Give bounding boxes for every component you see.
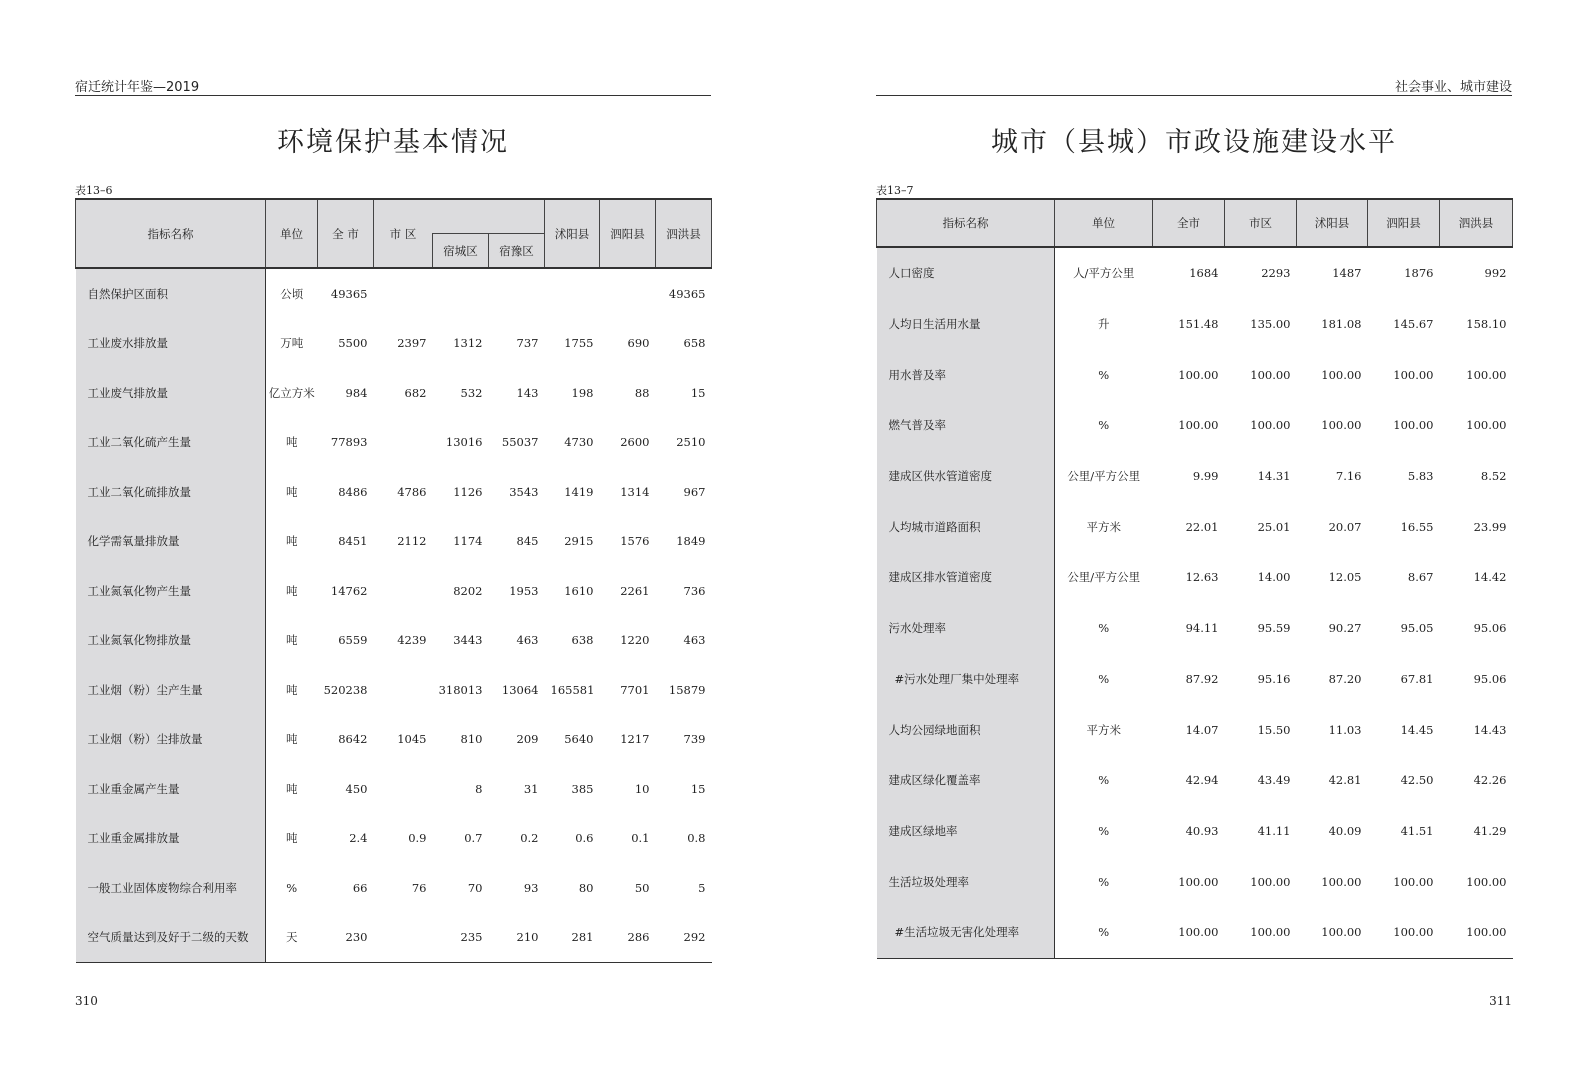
value-cell-sucheng: 8 — [475, 781, 483, 796]
value-cell-siyang: 145.67 — [1393, 317, 1434, 332]
unit-cell: % — [1098, 874, 1110, 889]
value-cell-shuyang: 90.27 — [1328, 621, 1362, 636]
value-cell-city: 100.00 — [1153, 907, 1225, 958]
value-cell-shuyang: 1755 — [564, 336, 594, 351]
page-title: 城市（县城）市政设施建设水平 — [991, 127, 1397, 158]
table-row — [76, 863, 712, 913]
value-cell-urban: 14.31 — [1257, 469, 1291, 484]
value-cell-sihong: 2510 — [676, 435, 706, 450]
indicator-cell: 工业重金属产生量 — [76, 764, 266, 814]
col-header-urban: 市 区 — [374, 199, 433, 268]
table-row — [877, 654, 1513, 705]
unit-cell: 升 — [1098, 317, 1110, 332]
col-header-shuyang: 沭阳县 — [1297, 199, 1368, 247]
indicator-cell: 建成区绿地率 — [877, 806, 1055, 857]
value-cell-sihong: 992 — [1484, 266, 1507, 281]
left-page — [75, 0, 711, 1077]
running-head: 宿迁统计年鉴—2019 — [75, 80, 200, 95]
unit-cell: 吨 — [286, 435, 298, 450]
value-cell-sucheng: 0.7 — [464, 831, 483, 846]
value-cell-urban: 2293 — [1261, 266, 1291, 281]
value-cell-siyang: 10 — [634, 781, 650, 796]
indicator-cell: 工业二氧化硫排放量 — [76, 467, 266, 517]
value-cell-shuyang: 165581 — [550, 682, 595, 697]
value-cell-shuyang: 100.00 — [1321, 367, 1362, 382]
value-cell-suyu: 13064 — [501, 682, 539, 697]
indicator-cell: 工业氮氧化物产生量 — [76, 566, 266, 616]
value-cell-siyang: 100.00 — [1393, 874, 1434, 889]
value-cell-sihong: 100.00 — [1466, 367, 1507, 382]
value-cell-siyang: 690 — [627, 336, 650, 351]
table-row — [877, 501, 1513, 552]
value-cell-urban: 0.9 — [408, 831, 427, 846]
environment-table — [75, 198, 712, 963]
value-cell-sihong: 739 — [683, 732, 706, 747]
value-cell-urban: 76 — [411, 880, 427, 895]
table-row — [76, 764, 712, 814]
unit-cell: 吨 — [286, 682, 298, 697]
unit-cell: % — [1098, 823, 1110, 838]
value-cell-shuyang: 11.03 — [1328, 722, 1362, 737]
value-cell-urban: 25.01 — [1257, 519, 1291, 534]
unit-cell: % — [286, 880, 298, 895]
unit-cell: 吨 — [286, 732, 298, 747]
value-cell-urban: 100.00 — [1250, 418, 1291, 433]
col-header-siyang: 泗阳县 — [1368, 199, 1440, 247]
indicator-cell: 工业废气排放量 — [76, 368, 266, 418]
value-cell-sihong: 100.00 — [1440, 907, 1513, 958]
value-cell-sihong: 95.06 — [1473, 671, 1507, 686]
col-header-sucheng: 宿城区 — [433, 234, 489, 269]
unit-cell: % — [1098, 671, 1110, 686]
value-cell-shuyang — [545, 268, 600, 319]
value-cell-shuyang: 1487 — [1332, 266, 1362, 281]
value-cell-urban — [374, 268, 433, 319]
value-cell-sucheng: 70 — [467, 880, 483, 895]
value-cell-siyang: 5.83 — [1407, 469, 1434, 484]
value-cell-siyang: 0.1 — [631, 831, 650, 846]
col-header-unit: 单位 — [266, 199, 318, 268]
col-header-indicator: 指标名称 — [877, 199, 1055, 247]
value-cell-city: 230 — [318, 913, 374, 963]
value-cell-siyang: 1876 — [1404, 266, 1434, 281]
value-cell-urban: 15.50 — [1257, 722, 1291, 737]
indicator-cell: #污水处理厂集中处理率 — [877, 654, 1055, 705]
value-cell-city: 14762 — [330, 583, 368, 598]
value-cell-urban: 100.00 — [1225, 907, 1297, 958]
table-row — [877, 552, 1513, 603]
value-cell-siyang: 88 — [634, 385, 650, 400]
municipal-facilities-table — [876, 198, 1513, 959]
value-cell-city: 100.00 — [1178, 418, 1219, 433]
unit-cell: 天 — [266, 913, 318, 963]
value-cell-urban — [374, 665, 433, 715]
col-header-suyu: 宿豫区 — [489, 234, 545, 269]
value-cell-sihong: 100.00 — [1466, 874, 1507, 889]
unit-cell: % — [1098, 621, 1110, 636]
table-row — [76, 616, 712, 666]
indicator-cell: 一般工业固体废物综合利用率 — [76, 863, 266, 913]
value-cell-urban: 95.59 — [1257, 621, 1291, 636]
value-cell-urban: 14.00 — [1257, 570, 1291, 585]
indicator-cell: 人均城市道路面积 — [877, 501, 1055, 552]
table-row — [76, 715, 712, 765]
table-row — [76, 814, 712, 864]
value-cell-suyu: 1953 — [509, 583, 539, 598]
value-cell-siyang: 7701 — [620, 682, 650, 697]
col-header-city: 全市 — [1153, 199, 1225, 247]
value-cell-sucheng: 1174 — [453, 534, 483, 549]
value-cell-siyang: 1314 — [620, 484, 650, 499]
value-cell-siyang: 16.55 — [1400, 519, 1434, 534]
value-cell-city: 49365 — [330, 286, 368, 301]
value-cell-urban — [374, 418, 433, 468]
unit-cell: 平方米 — [1086, 519, 1121, 534]
value-cell-sihong: 14.43 — [1473, 722, 1507, 737]
value-cell-sucheng: 235 — [433, 913, 489, 963]
value-cell-city: 40.93 — [1185, 823, 1219, 838]
value-cell-suyu: 463 — [516, 633, 539, 648]
unit-cell: 吨 — [286, 633, 298, 648]
value-cell-urban — [374, 566, 433, 616]
indicator-cell: 工业二氧化硫产生量 — [76, 418, 266, 468]
value-cell-suyu: 55037 — [501, 435, 539, 450]
value-cell-shuyang: 198 — [571, 385, 594, 400]
value-cell-shuyang: 281 — [545, 913, 600, 963]
indicator-cell: 建成区供水管道密度 — [877, 451, 1055, 502]
indicator-cell: 用水普及率 — [877, 349, 1055, 400]
value-cell-city: 520238 — [323, 682, 368, 697]
page-number: 311 — [1489, 994, 1512, 1008]
value-cell-siyang: 2600 — [620, 435, 650, 450]
indicator-cell: 人口密度 — [877, 247, 1055, 299]
value-cell-shuyang: 100.00 — [1321, 874, 1362, 889]
value-cell-suyu: 0.2 — [520, 831, 539, 846]
value-cell-sihong: 100.00 — [1466, 418, 1507, 433]
value-cell-shuyang: 20.07 — [1328, 519, 1362, 534]
table-row — [877, 299, 1513, 350]
indicator-cell: 燃气普及率 — [877, 400, 1055, 451]
col-header-city: 全 市 — [318, 199, 374, 268]
value-cell-urban: 43.49 — [1257, 773, 1291, 788]
value-cell-city: 87.92 — [1185, 671, 1219, 686]
header-rule — [876, 95, 1512, 96]
value-cell-siyang: 67.81 — [1400, 671, 1434, 686]
value-cell-sihong: 42.26 — [1473, 773, 1507, 788]
value-cell-siyang: 95.05 — [1400, 621, 1434, 636]
indicator-cell: 建成区绿化覆盖率 — [877, 755, 1055, 806]
value-cell-sucheng: 532 — [460, 385, 483, 400]
value-cell-sihong: 15 — [690, 385, 706, 400]
table-code: 表13–6 — [75, 184, 113, 197]
indicator-cell: 工业氮氧化物排放量 — [76, 616, 266, 666]
table-row — [76, 368, 712, 418]
value-cell-suyu: 210 — [489, 913, 545, 963]
value-cell-urban: 682 — [404, 385, 427, 400]
value-cell-urban: 135.00 — [1250, 317, 1291, 332]
table-row — [877, 400, 1513, 451]
table-row — [76, 467, 712, 517]
value-cell-shuyang: 2915 — [564, 534, 594, 549]
value-cell-siyang: 50 — [634, 880, 650, 895]
value-cell-sucheng: 318013 — [438, 682, 483, 697]
value-cell-suyu — [489, 268, 545, 319]
table-row — [877, 856, 1513, 907]
value-cell-city: 8486 — [338, 484, 368, 499]
value-cell-urban — [374, 764, 433, 814]
table-row — [76, 566, 712, 616]
table-row — [76, 319, 712, 369]
value-cell-suyu: 31 — [523, 781, 539, 796]
indicator-cell: 工业重金属排放量 — [76, 814, 266, 864]
value-cell-shuyang: 40.09 — [1328, 823, 1362, 838]
indicator-cell: #生活垃圾无害化处理率 — [877, 907, 1055, 958]
value-cell-city: 22.01 — [1185, 519, 1219, 534]
value-cell-urban: 100.00 — [1250, 874, 1291, 889]
unit-cell: 平方米 — [1086, 722, 1121, 737]
value-cell-city: 66 — [352, 880, 368, 895]
value-cell-siyang: 8.67 — [1407, 570, 1434, 585]
value-cell-sihong: 967 — [683, 484, 706, 499]
col-header-sihong: 泗洪县 — [1440, 199, 1513, 247]
value-cell-siyang: 100.00 — [1393, 367, 1434, 382]
unit-cell: 吨 — [286, 583, 298, 598]
value-cell-sucheng: 1312 — [453, 336, 483, 351]
value-cell-shuyang: 100.00 — [1297, 907, 1368, 958]
value-cell-sihong: 658 — [683, 336, 706, 351]
value-cell-city: 2.4 — [349, 831, 368, 846]
value-cell-sihong: 0.8 — [687, 831, 706, 846]
col-header-siyang: 泗阳县 — [600, 199, 656, 268]
value-cell-urban: 4239 — [397, 633, 427, 648]
value-cell-city: 8451 — [338, 534, 368, 549]
table-row — [76, 517, 712, 567]
indicator-cell: 建成区排水管道密度 — [877, 552, 1055, 603]
unit-cell: 公里/平方公里 — [1067, 570, 1141, 585]
value-cell-sihong: 158.10 — [1466, 317, 1507, 332]
value-cell-sihong: 463 — [683, 633, 706, 648]
indicator-cell: 人均公园绿地面积 — [877, 704, 1055, 755]
value-cell-sihong: 95.06 — [1473, 621, 1507, 636]
value-cell-city: 100.00 — [1178, 367, 1219, 382]
indicator-cell: 化学需氧量排放量 — [76, 517, 266, 567]
unit-cell: 公顷 — [280, 286, 304, 301]
value-cell-sihong: 41.29 — [1473, 823, 1507, 838]
value-cell-shuyang: 181.08 — [1321, 317, 1362, 332]
value-cell-shuyang: 4730 — [564, 435, 594, 450]
table-code: 表13–7 — [876, 184, 914, 197]
value-cell-siyang: 42.50 — [1400, 773, 1434, 788]
col-header-sihong: 泗洪县 — [656, 199, 712, 268]
value-cell-shuyang: 0.6 — [575, 831, 594, 846]
unit-cell: 公里/平方公里 — [1067, 469, 1141, 484]
value-cell-city: 6559 — [338, 633, 368, 648]
value-cell-city: 1684 — [1189, 266, 1219, 281]
value-cell-sihong: 5 — [698, 880, 706, 895]
right-page — [876, 0, 1512, 1077]
unit-cell: % — [1098, 367, 1110, 382]
value-cell-shuyang: 7.16 — [1335, 469, 1362, 484]
value-cell-sihong: 14.42 — [1473, 570, 1507, 585]
value-cell-city: 5500 — [338, 336, 368, 351]
unit-cell: 吨 — [286, 534, 298, 549]
value-cell-siyang: 2261 — [620, 583, 650, 598]
value-cell-siyang: 1217 — [620, 732, 650, 747]
value-cell-suyu: 737 — [516, 336, 539, 351]
table-row — [877, 603, 1513, 654]
value-cell-suyu: 93 — [523, 880, 539, 895]
value-cell-siyang: 41.51 — [1400, 823, 1434, 838]
value-cell-urban: 41.11 — [1257, 823, 1291, 838]
table-row — [877, 349, 1513, 400]
value-cell-urban: 2112 — [397, 534, 427, 549]
table-row — [877, 806, 1513, 857]
value-cell-suyu: 209 — [516, 732, 539, 747]
value-cell-sihong: 736 — [683, 583, 706, 598]
indicator-cell: 工业废水排放量 — [76, 319, 266, 369]
value-cell-sihong: 15879 — [668, 682, 706, 697]
value-cell-city: 94.11 — [1185, 621, 1219, 636]
table-row — [76, 268, 712, 319]
unit-cell: 吨 — [286, 484, 298, 499]
col-header-urban: 市区 — [1225, 199, 1297, 247]
indicator-cell: 自然保护区面积 — [76, 268, 266, 319]
table-row — [877, 704, 1513, 755]
value-cell-siyang: 100.00 — [1368, 907, 1440, 958]
value-cell-city: 14.07 — [1185, 722, 1219, 737]
value-cell-sihong: 292 — [656, 913, 712, 963]
indicator-cell: 工业烟（粉）尘排放量 — [76, 715, 266, 765]
value-cell-urban: 2397 — [397, 336, 427, 351]
value-cell-sihong: 49365 — [668, 286, 706, 301]
value-cell-shuyang: 638 — [571, 633, 594, 648]
value-cell-shuyang: 1419 — [564, 484, 594, 499]
page-number: 310 — [75, 994, 98, 1008]
header-rule — [75, 95, 711, 96]
value-cell-urban — [374, 913, 433, 963]
value-cell-siyang: 100.00 — [1393, 418, 1434, 433]
value-cell-siyang — [600, 268, 656, 319]
value-cell-city: 77893 — [330, 435, 368, 450]
value-cell-sihong: 1849 — [676, 534, 706, 549]
col-header-shuyang: 沭阳县 — [545, 199, 600, 268]
table-row — [877, 247, 1513, 299]
value-cell-shuyang: 385 — [571, 781, 594, 796]
value-cell-shuyang: 100.00 — [1321, 418, 1362, 433]
value-cell-shuyang: 5640 — [564, 732, 594, 747]
unit-cell: % — [1055, 907, 1153, 958]
value-cell-city: 984 — [345, 385, 368, 400]
unit-cell: 万吨 — [280, 336, 304, 351]
table-row — [76, 913, 712, 963]
value-cell-sihong: 8.52 — [1480, 469, 1507, 484]
value-cell-city: 12.63 — [1185, 570, 1219, 585]
value-cell-sucheng — [433, 268, 489, 319]
indicator-cell: 工业烟（粉）尘产生量 — [76, 665, 266, 715]
value-cell-sihong: 15 — [690, 781, 706, 796]
indicator-cell: 人均日生活用水量 — [877, 299, 1055, 350]
value-cell-city: 151.48 — [1178, 317, 1219, 332]
table-row — [76, 418, 712, 468]
unit-cell: % — [1098, 773, 1110, 788]
unit-cell: 吨 — [286, 781, 298, 796]
value-cell-shuyang: 87.20 — [1328, 671, 1362, 686]
value-cell-urban: 4786 — [397, 484, 427, 499]
value-cell-city: 100.00 — [1178, 874, 1219, 889]
col-header-indicator: 指标名称 — [76, 199, 266, 268]
value-cell-suyu: 845 — [516, 534, 539, 549]
table-row — [877, 755, 1513, 806]
value-cell-sucheng: 8202 — [453, 583, 483, 598]
indicator-cell: 污水处理率 — [877, 603, 1055, 654]
indicator-cell: 生活垃圾处理率 — [877, 856, 1055, 907]
value-cell-sucheng: 1126 — [453, 484, 483, 499]
unit-cell: % — [1098, 418, 1110, 433]
table-row — [877, 451, 1513, 502]
page-title: 环境保护基本情况 — [277, 127, 509, 158]
table-row — [877, 907, 1513, 958]
col-header-unit: 单位 — [1055, 199, 1153, 247]
value-cell-city: 42.94 — [1185, 773, 1219, 788]
col-header-urban-group — [433, 199, 545, 234]
value-cell-shuyang: 1610 — [564, 583, 594, 598]
value-cell-siyang: 1576 — [620, 534, 650, 549]
unit-cell: 亿立方米 — [268, 385, 315, 400]
value-cell-shuyang: 80 — [578, 880, 594, 895]
value-cell-siyang: 286 — [600, 913, 656, 963]
table-row — [76, 665, 712, 715]
value-cell-urban: 95.16 — [1257, 671, 1291, 686]
value-cell-urban: 100.00 — [1250, 367, 1291, 382]
value-cell-sucheng: 810 — [460, 732, 483, 747]
indicator-cell: 空气质量达到及好于二级的天数 — [76, 913, 266, 963]
value-cell-sucheng: 3443 — [453, 633, 483, 648]
unit-cell: 人/平方公里 — [1073, 266, 1135, 281]
value-cell-suyu: 3543 — [509, 484, 539, 499]
value-cell-sucheng: 13016 — [445, 435, 483, 450]
value-cell-shuyang: 12.05 — [1328, 570, 1362, 585]
value-cell-sihong: 23.99 — [1473, 519, 1507, 534]
value-cell-siyang: 14.45 — [1400, 722, 1434, 737]
value-cell-shuyang: 42.81 — [1328, 773, 1362, 788]
unit-cell: 吨 — [286, 831, 298, 846]
value-cell-city: 8642 — [338, 732, 368, 747]
value-cell-siyang: 1220 — [620, 633, 650, 648]
value-cell-city: 450 — [345, 781, 368, 796]
value-cell-city: 9.99 — [1192, 469, 1219, 484]
value-cell-urban: 1045 — [397, 732, 427, 747]
value-cell-suyu: 143 — [516, 385, 539, 400]
running-head: 社会事业、城市建设 — [1394, 80, 1512, 95]
